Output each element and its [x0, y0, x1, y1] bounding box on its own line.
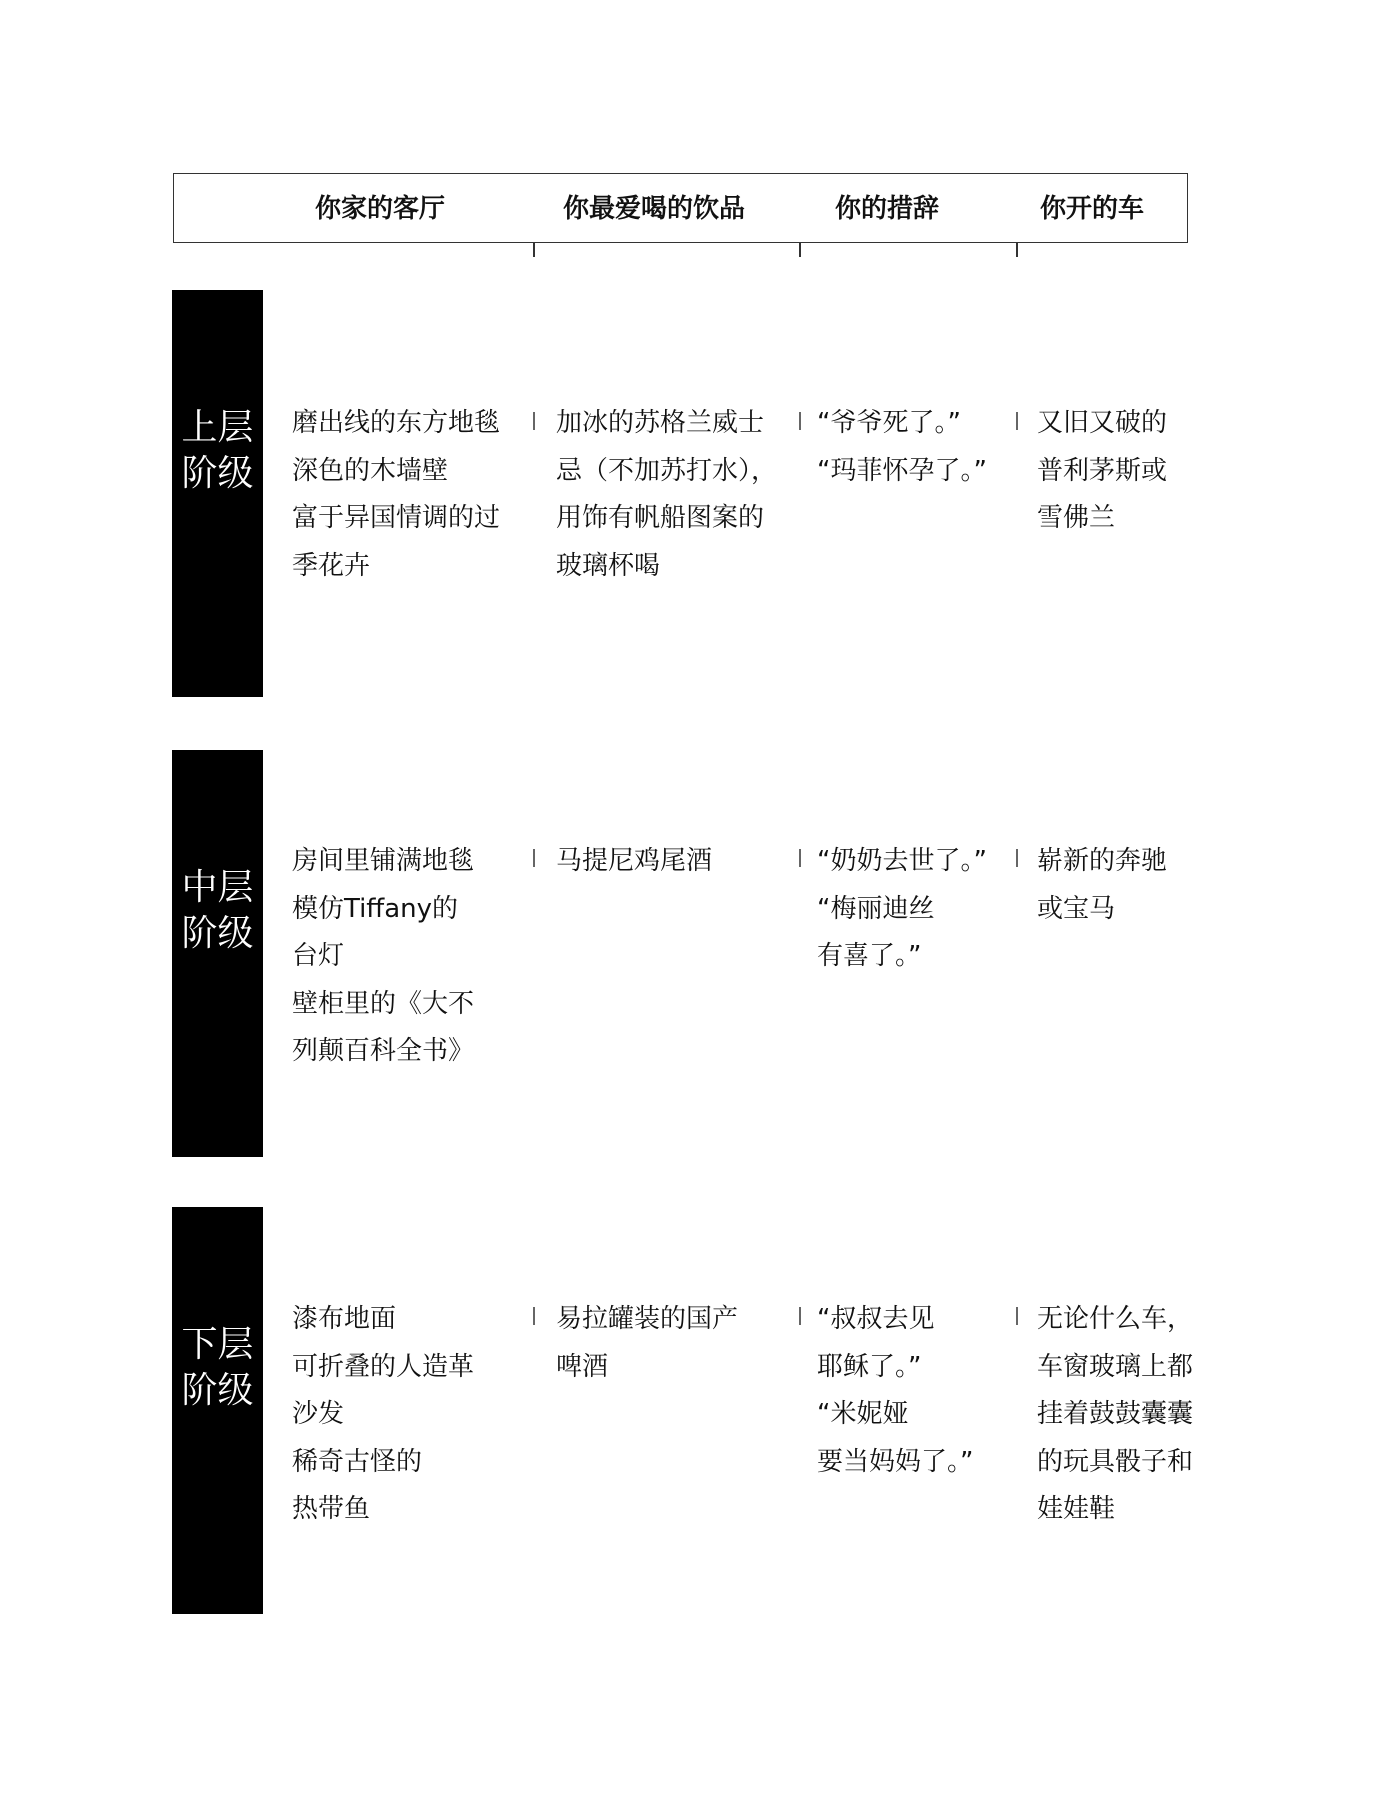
cell-upper-car: 又旧又破的 普利茅斯或 雪佛兰 [1037, 408, 1168, 533]
class-label-upper: 上层阶级 [181, 407, 254, 494]
cell-lower-wording: “叔叔去见 耶稣了。” “米妮娅 要当妈妈了。” [817, 1304, 974, 1477]
cell-separator [533, 412, 535, 430]
class-bar-middle [172, 750, 263, 1157]
cell-upper-wording: “爷爷死了。” “玛菲怀孕了。” [817, 408, 987, 486]
cell-middle-living-room: 房间里铺满地毯 模仿Tiffany的 台灯 壁柜里的《大不 列颠百科全书》 [292, 846, 475, 1066]
cell-middle-car: 崭新的奔驰 或宝马 [1037, 846, 1168, 924]
class-bar-upper [172, 290, 263, 697]
cell-lower-drink: 易拉罐装的国产 啤酒 [556, 1304, 739, 1382]
column-header-drink: 你最爱喝的饮品 [563, 194, 746, 224]
column-header-car: 你开的车 [1040, 194, 1145, 224]
column-header-living-room: 你家的客厅 [315, 194, 446, 224]
class-label-lower: 下层阶级 [181, 1324, 254, 1411]
cell-separator [533, 849, 535, 867]
cell-upper-living-room: 磨出线的东方地毯 深色的木墙壁 富于异国情调的过 季花卉 [292, 408, 501, 581]
cell-separator [1016, 849, 1018, 867]
header-tick [1016, 243, 1018, 257]
cell-separator [1016, 412, 1018, 430]
cell-upper-drink: 加冰的苏格兰威士 忌（不加苏打水）， 用饰有帆船图案的 玻璃杯喝 [556, 408, 778, 581]
cell-middle-drink: 马提尼鸡尾酒 [556, 846, 713, 876]
cell-separator [533, 1307, 535, 1325]
column-header-wording: 你的措辞 [835, 194, 940, 224]
cell-lower-car: 无论什么车， 车窗玻璃上都 挂着鼓鼓囊囊 的玩具骰子和 娃娃鞋 [1037, 1304, 1194, 1524]
cell-separator [1016, 1307, 1018, 1325]
cell-separator [799, 849, 801, 867]
cell-lower-living-room: 漆布地面 可折叠的人造革 沙发 稀奇古怪的 热带鱼 [292, 1304, 475, 1524]
cell-middle-wording: “奶奶去世了。” “梅丽迪丝 有喜了。” [817, 846, 987, 971]
header-tick [799, 243, 801, 257]
class-label-middle: 中层阶级 [181, 867, 254, 954]
cell-separator [799, 412, 801, 430]
header-tick [533, 243, 535, 257]
class-bar-lower [172, 1207, 263, 1614]
cell-separator [799, 1307, 801, 1325]
